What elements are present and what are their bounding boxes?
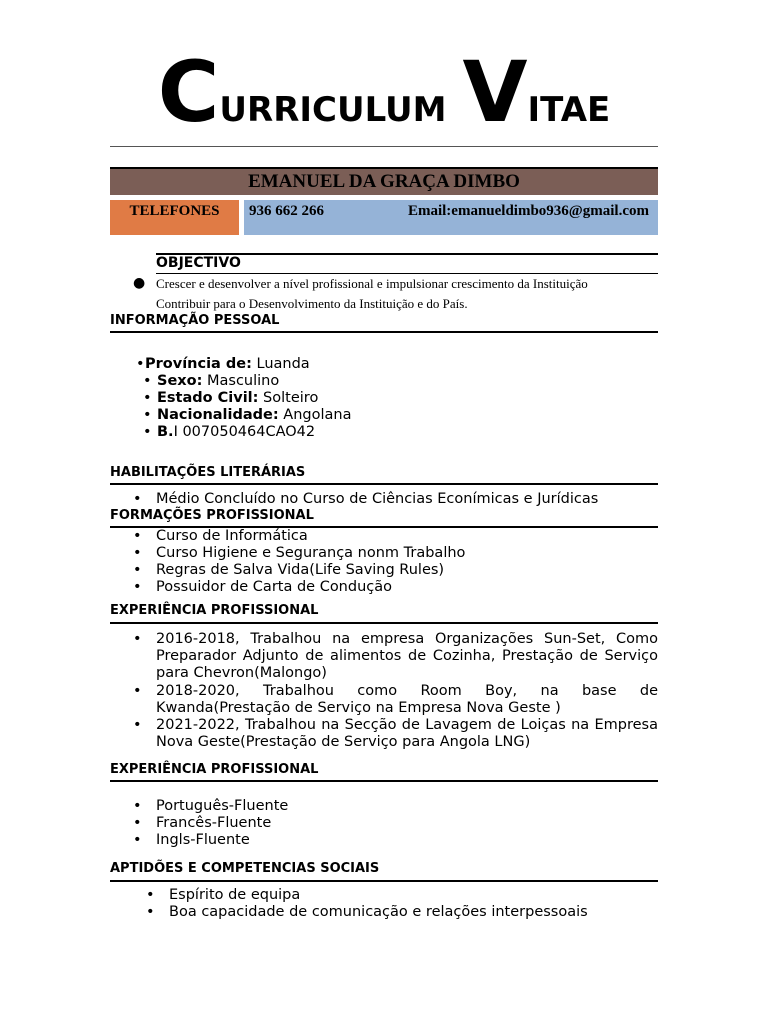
bullet-icon: • [143,373,152,389]
bullet-icon: • [133,798,142,814]
section-rule [110,483,658,485]
phone-label: TELEFONES [110,200,239,235]
bullet-icon: • [133,832,142,848]
email-address: Email:emanueldimbo936@gmail.com [407,203,649,219]
list-item: • Boa capacidade de comunicação e relações interpessoais [146,904,588,920]
section-rule [110,622,658,624]
bullet-icon: • [146,904,155,920]
list-item: • Português-Fluente [133,798,289,814]
list-item: • Estado Civil: Solteiro [143,390,319,406]
list-item: • Médio Concluído no Curso de Ciências Econímicas e Jurídicas [133,491,599,507]
bullet-icon: • [133,717,142,733]
bullet-icon: • [133,683,142,699]
list-item: • Ingls-Fluente [133,832,250,848]
bullet-icon: • [143,390,152,406]
list-item: • B.I 007050464CAO42 [143,424,316,440]
title-divider [110,146,658,147]
bullet-icon: • [133,815,142,831]
objective-line: Contribuir para o Desenvolvimento da Instituição e do País. [156,296,468,311]
phone-number: 936 662 266 [249,203,324,219]
section-rule [110,331,658,333]
list-item: • Possuidor de Carta de Condução [133,579,393,595]
contact-info [244,200,658,235]
document-title: CURRICULUM VITAE [157,43,611,141]
bullet-icon: • [133,491,142,507]
skills-heading: APTIDÕES E COMPETENCIAS SOCIAIS [110,861,380,876]
languages-heading: EXPERIÊNCIA PROFISSIONAL [110,762,319,777]
bullet-icon: • [143,407,152,423]
bullet-icon: • [133,562,142,578]
experience-item: 2016-2018, Trabalhou na empresa Organizações Sun-Set, Como Preparador Adjunto de alimentos de Cozinha, Prestação de Serviço para Chevron(Malongo) [156,631,658,681]
experience-heading: EXPERIÊNCIA PROFISSIONAL [110,603,319,618]
bullet-icon: • [146,887,155,903]
education-heading: HABILITAÇÕES LITERÁRIAS [110,465,306,480]
list-item: • Curso Higiene e Segurança nonm Trabalho [133,545,466,561]
bullet-icon: • [133,579,142,595]
section-rule [110,880,658,882]
objective-line: Crescer e desenvolver a nível profissional e impulsionar crescimento da Instituição [156,276,588,291]
list-item: • Nacionalidade: Angolana [143,407,352,423]
list-item: • Espírito de equipa [146,887,301,903]
experience-item: 2018-2020, Trabalhou como Room Boy, na base de Kwanda(Prestação de Serviço na Empresa Nova Geste ) [156,683,658,716]
personal-info-heading: INFORMAÇÃO PESSOAL [110,313,280,328]
candidate-name: EMANUEL DA GRAÇA DIMBO [248,171,520,192]
bullet-icon: • [143,424,152,440]
bullet-icon: ● [133,275,146,291]
list-item: • Francês-Fluente [133,815,272,831]
experience-item: 2021-2022, Trabalhou na Secção de Lavagem de Loiças na Empresa Nova Geste(Prestação de Serviço para Angola LNG) [156,717,658,750]
training-heading: FORMAÇÕES PROFISSIONAL [110,508,314,523]
list-item: • Curso de Informática [133,528,308,544]
objective-heading: OBJECTIVO [156,255,241,271]
list-item: • Sexo: Masculino [143,373,280,389]
bullet-icon: • [133,545,142,561]
list-item: • Província de: Luanda [136,356,310,372]
objective-rule-bottom [156,273,658,274]
bullet-icon: • [136,356,145,372]
bullet-icon: • [133,528,142,544]
list-item: • Regras de Salva Vida(Life Saving Rules) [133,562,445,578]
bullet-icon: • [133,631,142,647]
name-banner [110,167,658,195]
section-rule [110,780,658,782]
